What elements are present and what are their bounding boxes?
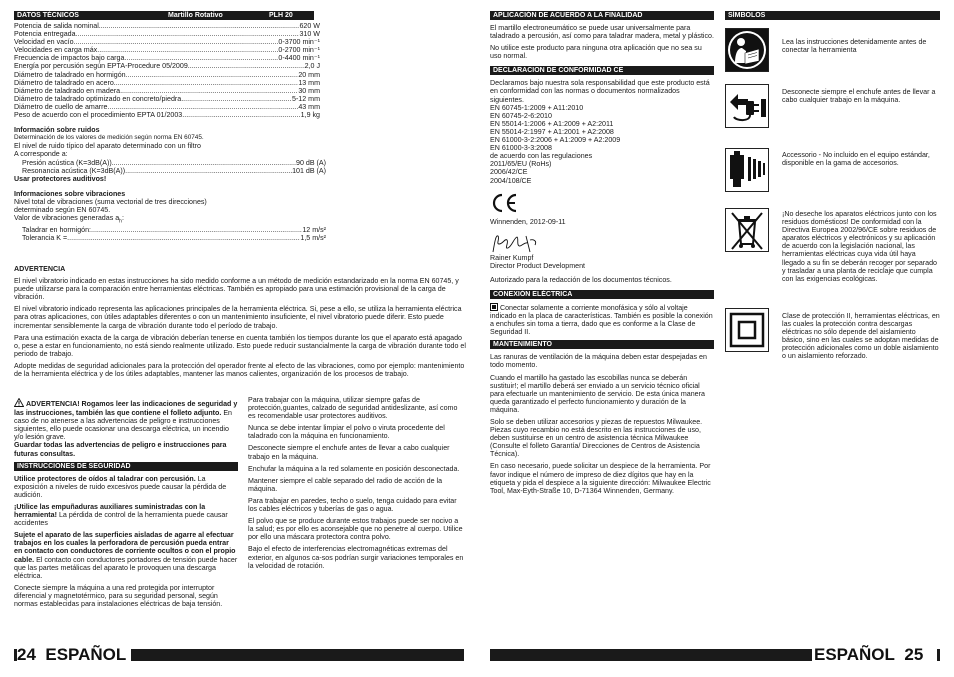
warning-triangle-icon bbox=[14, 398, 24, 409]
place-date: Winnenden, 2012-09-11 bbox=[490, 217, 566, 226]
spec-label: Diámetro de cuello de amarre bbox=[14, 102, 108, 111]
noise-item-pressure: Presión acústica (K=3dB(A)) ..... 90 dB (A) bbox=[22, 159, 326, 167]
conformity-intro: Declaramos bajo nuestra sola responsabilidad que este producto está en conformidad con las normas o documentos normalizados siguientes. bbox=[490, 79, 710, 104]
safety-b-1: Para trabajar con la máquina, utilizar siempre gafas de protección,guantes, calzado de seguridad antideslizante, así como es recomendable usar protectores auditivos. bbox=[248, 396, 458, 421]
safety-column-right bbox=[248, 396, 464, 574]
spec-label: Diámetro de taladrado en acero bbox=[14, 78, 114, 87]
warning-block: ADVERTENCIA! Rogamos leer las indicaciones de seguridad y las instrucciones, también las que contiene el folleto adjunto. En caso de no atenerse a las advertencias de peligro e instrucciones siguientes, ello puede ocasionar una descarga eléctrica, un incendio y/o lesión grave. Guardar todas las advertencias de peligro e instrucciones para futuras consultas. bbox=[14, 400, 238, 458]
spec-value: 2,0 J bbox=[304, 62, 320, 71]
symbol-text-1: Lea las instrucciones detenidamente antes de conectar la herramienta bbox=[782, 38, 927, 55]
spec-label: Frecuencia de impactos bajo carga bbox=[14, 54, 125, 63]
tech-data-title: DATOS TÉCNICOS bbox=[17, 12, 79, 19]
spec-value: 310 W bbox=[299, 30, 320, 39]
vibration-item-tolerance: Tolerancia K = ..... 1,5 m/s² bbox=[22, 234, 326, 242]
conformity-norm: 2004/108/CE bbox=[490, 176, 532, 185]
symbol-row-2 bbox=[725, 84, 940, 132]
noise-title: Información sobre ruidos bbox=[14, 126, 100, 135]
footer-bar-left bbox=[131, 649, 464, 661]
signature-icon bbox=[490, 232, 550, 254]
electric-text: Conectar solamente a corriente monofásica y sólo al voltaje indicado en la placa de características. También es posible la conexión a enchufes sin toma a tierra, dado que es conforme a la Clase de Seguridad II. bbox=[490, 303, 713, 337]
spec-row bbox=[14, 71, 320, 79]
symbol-text-3: Accessorio - No incluido en el equipo estándar, disponible en la gama de accesorios. bbox=[782, 151, 930, 168]
safety-b-3: Desconecte siempre el enchufe antes de llevar a cabo cualquier trabajo en la máquina. bbox=[248, 444, 450, 461]
conformity-norm: EN 61000-3-3:2008 bbox=[490, 144, 552, 153]
page-number-left: 24 bbox=[17, 645, 36, 664]
conformity-norm: EN 55014-2:1997 + A1:2001 + A2:2008 bbox=[490, 127, 614, 136]
advertencia-para-2: El nivel vibratorio indicado representa las aplicaciones principales de la herramienta eléctrica. Si, pese a ello, se utiliza la herramienta eléctrica para otras aplicaciones, con útiles adaptables diferentes o con un mantenimiento insuficiente, el nivel vibratorio puede diferir. Esto puede incrementar sensiblemente la carga de vibración durante todo el período de trabajo. bbox=[14, 305, 462, 330]
purpose-para-1: El martillo electroneumático se puede usar universalmente para taladrado a percusión, así como para taladrar madera, metal y plástico. bbox=[490, 24, 714, 41]
purpose-para-2: No utilice este producto para ninguna otra aplicación que no sea su uso normal. bbox=[490, 44, 702, 61]
noise-info bbox=[14, 126, 326, 183]
vibration-line1: Nivel total de vibraciones (suma vectorial de tres direcciones) bbox=[14, 197, 207, 206]
weee-bin-icon bbox=[725, 208, 769, 252]
signature bbox=[490, 232, 714, 254]
safety-b-7: El polvo que se produce durante estos trabajos puede ser nocivo a la salud; es por ello es aconsejable que no penetre al cuerpo. Utilice por ello una máscara protectora contra polvo. bbox=[248, 517, 463, 542]
spec-value: 5-12 mm bbox=[292, 94, 320, 103]
conformity-norm: 2011/65/EU (RoHs) bbox=[490, 160, 552, 169]
page-lang-right: ESPAÑOL bbox=[814, 645, 895, 664]
spec-row bbox=[14, 87, 320, 95]
noise-item-power: Resonancia acústica (K=3dB(A)) ..... 101 dB (A) bbox=[22, 167, 326, 175]
purpose-header: APLICACIÓN DE ACUERDO A LA FINALIDAD bbox=[490, 11, 714, 20]
model-name: PLH 20 bbox=[269, 12, 293, 19]
right-column-1 bbox=[490, 11, 714, 499]
spec-value: 620 W bbox=[299, 22, 320, 30]
maintenance-para-3: Solo se deben utilizar accesorios y piezas de repuestos Milwaukee. Piezas cuyo recambio no está descrito en las instrucciones de uso, deben sustituirse en un centro de asistencia técnica Milwaukee (Consulte el folleto Garantía/ Direcciones de Centros de Asistencia Técnica). bbox=[490, 418, 703, 459]
noise-warning: Usar protectores auditivos! bbox=[14, 174, 107, 183]
conformity-norms bbox=[490, 104, 714, 185]
safety-b-8: Bajo el efecto de interferencias electromagnéticas extremas del exterior, en algunos ca-sos podrían surgir variaciones temporales en la velocidad de rotación. bbox=[248, 545, 464, 570]
advertencia-section bbox=[14, 265, 466, 382]
symbol-text-4: ¡No deseche los aparatos eléctricos junto con los residuos domésticos! De conformidad con la Directiva Europea 2002/96/CE sobre residuos de aparatos eléctricos y electrónicos y su aplicación de acuerdo con la legislación nacional, las herramientas eléctricas cuya vida útil haya llegado a su fin se deberán recoger por separado y trasladar a una planta de reciclaje que cumpla con las exigencias ecológicas. bbox=[782, 210, 937, 283]
spec-label: Diámetro de taladrado en hormigón bbox=[14, 70, 126, 79]
advertencia-para-4: Adopte medidas de seguridad adicionales para la protección del operador frente al efecto de las vibraciones, como por ejemplo: mantenimiento de la herramienta eléctrica y de los útiles adaptables, mantener las manos calientes, organización de los procesos de trabajo. bbox=[14, 361, 465, 379]
page-lang-left: ESPAÑOL bbox=[45, 645, 127, 664]
spec-row bbox=[14, 22, 320, 30]
safety-b-4: Enchufar la máquina a la red solamente en posición desconectada. bbox=[248, 464, 460, 473]
spec-row bbox=[14, 38, 320, 46]
spec-label: Peso de acuerdo con el procedimiento EPTA 01/2003 bbox=[14, 111, 183, 120]
read-manual-icon bbox=[725, 28, 769, 72]
conformity-norm: EN 60745-1:2009 + A11:2010 bbox=[490, 103, 584, 112]
page-footer-right bbox=[814, 646, 923, 664]
spec-value: 0-4400 min⁻¹ bbox=[278, 54, 320, 63]
ce-mark-icon bbox=[490, 192, 518, 214]
conformity-norm: de acuerdo con las regulaciones bbox=[490, 152, 593, 161]
maintenance-header: MANTENIMIENTO bbox=[490, 340, 714, 349]
spec-row bbox=[14, 30, 320, 38]
footer-bar-left-tick bbox=[14, 649, 17, 661]
safety-item-1: Utilice protectores de oídos al taladrar con percusión. La exposición a niveles de ruido excesivos puede causar la pérdida de audición. bbox=[14, 474, 227, 499]
symbols-section bbox=[725, 11, 940, 20]
footer-bar-right bbox=[490, 649, 812, 661]
safety-b-5: Mantener siempre el cable separado del radio de acción de la máquina. bbox=[248, 476, 443, 493]
spec-value: 20 mm bbox=[298, 70, 320, 79]
safety-item-4: Conecte siempre la máquina a una red protegida por interruptor diferencial y magnetotérmico, para su seguridad personal, según normas establecidas para instalaciones eléctricas de baja tensión. bbox=[14, 583, 223, 608]
spec-value: 30 mm bbox=[298, 86, 320, 95]
vibration-line3: Valor de vibraciones generadas $a_h$: bbox=[14, 214, 124, 225]
symbol-text-5: Clase de protección II, herramientas eléctricas, en las cuales la protección contra descargas eléctricas no sólo depende del aislamiento básico, sino en las cuales se adoptan medidas de protección adicionales como un doble aislamiento o un aislamiento reforzado. bbox=[782, 312, 940, 361]
safety-item-3: Sujete el aparato de las superficies aisladas de agarre al efectuar trabajos en los cuales la perforadora de percusión pueda entrar en contacto con conductores de corriente ocultos o con el propio cable. El contacto con conductores portadores de tensión puede hacer que las partes metálicas del aparato le provoquen una descarga eléctrica. bbox=[14, 531, 238, 580]
spec-label: Potencia entregada bbox=[14, 30, 76, 39]
symbol-text-2: Desconecte siempre el enchufe antes de llevar a cabo cualquier trabajo en la máquina. bbox=[782, 88, 936, 105]
class-ii-icon bbox=[725, 308, 769, 352]
tech-data-section bbox=[14, 11, 326, 242]
electric-header: CONEXIÓN ELÉCTRICA bbox=[490, 290, 714, 299]
class-ii-small-icon bbox=[490, 303, 498, 311]
conformity-header: DECLARACION DE CONFORMIDAD CE bbox=[490, 66, 714, 75]
spec-label: Diámetro de taladrado en madera bbox=[14, 86, 121, 95]
spec-label: Diámetro de taladrado optimizado en concreto/piedra bbox=[14, 94, 182, 103]
noise-line2: A corresponde a: bbox=[14, 150, 68, 159]
advertencia-title: ADVERTENCIA bbox=[14, 265, 66, 273]
symbol-row-1 bbox=[725, 28, 940, 76]
spec-value: 0-2700 min⁻¹ bbox=[278, 46, 320, 55]
ce-mark bbox=[490, 192, 714, 218]
noise-line1: El nivel de ruido típico del aparato determinado con un filtro bbox=[14, 142, 201, 151]
conformity-norm: EN 55014-1:2006 + A1:2009 + A2:2011 bbox=[490, 119, 614, 128]
spec-value: 0-3700 min⁻¹ bbox=[278, 38, 320, 47]
vibration-item-drilling: Taladrar en hormigón: ..... 12 m/s² bbox=[22, 226, 326, 234]
spec-row bbox=[14, 111, 320, 119]
spec-label: Potencia de salida nominal bbox=[14, 22, 99, 30]
advertencia-para-1: El nivel vibratorio indicado en estas instrucciones ha sido medido conforme a un método de medición estandarizado en la norma EN 60745, y puede utilizarse para la comparación entre herramientas eléctricas. También es apropiado para una estimación provisional de la carga de vibración. bbox=[14, 277, 459, 302]
authorized-text: Autorizado para la redacción de los documentos técnicos. bbox=[490, 275, 672, 284]
spec-value: 43 mm bbox=[298, 102, 320, 111]
spec-label: Velocidad en vacío bbox=[14, 38, 74, 47]
vibration-line2: determinado según EN 60745. bbox=[14, 205, 111, 214]
symbol-row-4 bbox=[725, 208, 940, 283]
spec-row bbox=[14, 79, 320, 87]
symbol-row-5 bbox=[725, 308, 940, 368]
vibration-title: Informaciones sobre vibraciones bbox=[14, 189, 126, 198]
spec-value: 1,9 kg bbox=[300, 111, 320, 120]
spec-row bbox=[14, 62, 320, 70]
maintenance-para-1: Las ranuras de ventilación de la máquina deben estar despejadas en todo momento. bbox=[490, 353, 707, 370]
spec-label: Energía por percusión según EPTA-Procedure 05/2009 bbox=[14, 62, 188, 71]
symbol-row-3 bbox=[725, 148, 940, 196]
conformity-norm: EN 60745-2-6:2010 bbox=[490, 111, 552, 120]
conformity-norm: 2006/42/CE bbox=[490, 168, 528, 177]
vibration-info bbox=[14, 189, 326, 242]
spec-row bbox=[14, 103, 320, 111]
noise-subtitle: Determinación de los valores de medición según norma EN 60745. bbox=[14, 134, 204, 142]
safety-header: INSTRUCCIONES DE SEGURIDAD bbox=[14, 462, 238, 471]
signer-title: Director Product Development bbox=[490, 261, 586, 270]
model-label: Martillo Rotativo bbox=[168, 12, 223, 19]
footer-bar-right-tick bbox=[937, 649, 940, 661]
unplug-icon bbox=[725, 84, 769, 128]
maintenance-para-2: Cuando el martillo ha gastado las escobillas nunca se deberán sustituir!; el martillo deberá ser enviado a un servicio técnico oficial para efectuarle un mantenimiento de servicio. De esta única manera queda garantizado el perfecto funcionamiento y duración de la máquina. bbox=[490, 373, 705, 414]
page-footer-left bbox=[17, 646, 126, 664]
advertencia-para-3: Para una estimación exacta de la carga de vibración deberían tenerse en cuenta también los tiempos durante los que el aparato está apagado o, pese a estar en funcionamiento, no está siendo realmente utilizado. Esto puede reducir sustancialmente la carga de vibración durante todo el periodo de trabajo. bbox=[14, 333, 466, 358]
safety-column-left bbox=[14, 398, 238, 612]
page-number-right: 25 bbox=[904, 645, 924, 664]
safety-item-2: ¡Utilice las empuñaduras auxiliares suministradas con la herramienta! La pérdida de control de la herramienta puede causar accidentes bbox=[14, 502, 228, 528]
spec-label: Velocidades en carga máx. bbox=[14, 46, 100, 55]
spec-list bbox=[14, 22, 320, 119]
spec-value: 13 mm bbox=[298, 78, 320, 87]
safety-b-2: Nunca se debe intentar limpiar el polvo o viruta procedente del taladrado con la máquina en funcionamiento. bbox=[248, 424, 445, 441]
conformity-norm: EN 61000-3-2:2006 + A1:2009 + A2:2009 bbox=[490, 136, 621, 145]
symbols-header: SÍMBOLOS bbox=[725, 11, 940, 20]
maintenance-para-4: En caso necesario, puede solicitar un despiece de la herramienta. Por favor indique el número de impreso de diez dígitos que hay en la etiqueta y pida el despiece a la siguiente dirección: Milwaukee Electric Tool, Max-Eyth-Straße 10, D-71364 Winnenden, Germany. bbox=[490, 462, 711, 495]
tech-data-header bbox=[14, 11, 314, 20]
spec-row bbox=[14, 54, 320, 62]
spec-row bbox=[14, 95, 320, 103]
spec-row bbox=[14, 46, 320, 54]
safety-b-6: Para trabajar en paredes, techo o suelo, tenga cuidado para evitar los cables eléctricos y tuberías de gas o agua. bbox=[248, 496, 457, 514]
signer-name: Rainer Kumpf bbox=[490, 253, 534, 262]
accessory-icon bbox=[725, 148, 769, 192]
